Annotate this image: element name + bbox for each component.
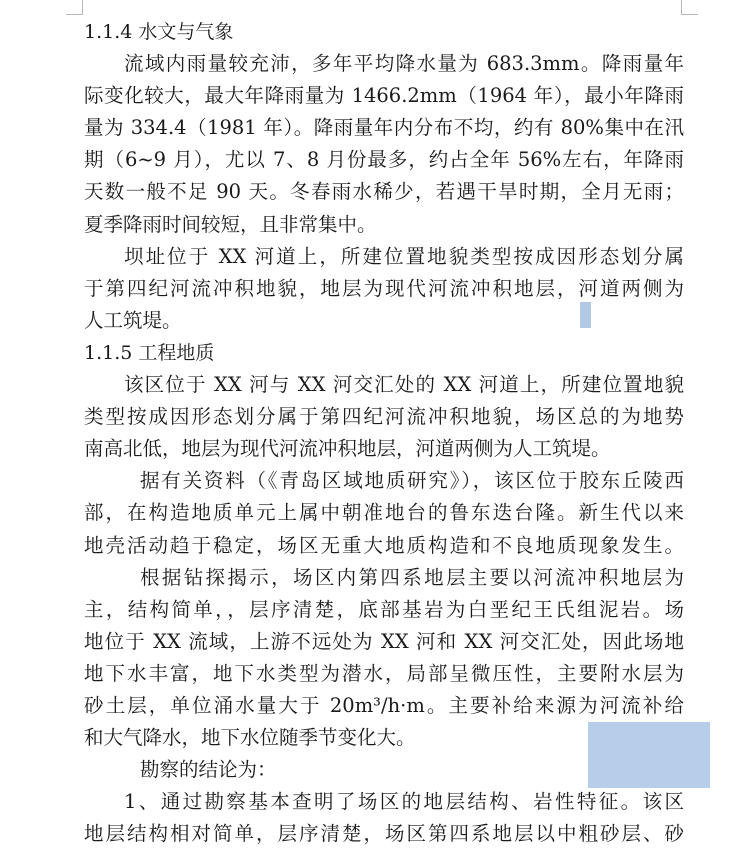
paragraph-line: 部，在构造地质单元上属中朝准地台的鲁东迭台隆。新生代以来	[84, 501, 684, 525]
paragraph-line: 根据钻探揭示，场区内第四系地层主要以河流冲积地层为	[140, 565, 684, 589]
paragraph-line: 际变化较大，最大年降雨量为 1466.2mm（1964 年），最小年降雨	[84, 84, 684, 108]
paragraph-line: 人工筑堤。	[84, 308, 182, 332]
paragraph-line: 地位于 XX 流域，上游不远处为 XX 河和 XX 河交汇处，因此场地	[84, 629, 684, 653]
paragraph-line: 夏季降雨时间较短，且非常集中。	[84, 212, 377, 236]
paragraph-line: 类型按成因形态划分属于第四纪河流冲积地貌，场区总的为地势	[84, 405, 684, 429]
paragraph-line: 和大气降水，地下水位随季节变化大。	[84, 726, 416, 750]
paragraph-line: 南高北低，地层为现代河流冲积地层，河道两侧为人工筑堤。	[84, 437, 611, 461]
paragraph-line: 于第四纪河流冲积地貌，地层为现代河流冲积地层，河道两侧为	[84, 276, 684, 300]
paragraph-line: 据有关资料（《青岛区域地质研究》），该区位于胶东丘陵西	[140, 469, 684, 493]
page-corner-mark-top-left	[66, 0, 83, 15]
section-heading-geology: 1.1.5 工程地质	[84, 341, 215, 364]
paragraph-line: 地下水丰富，地下水类型为潜水，局部呈微压性，主要附水层为	[84, 661, 684, 685]
paragraph-line: 砂土层，单位涌水量大于 20m³/h·m。主要补给来源为河流补给	[84, 693, 684, 717]
paragraph-line: 地壳活动趋于稳定，场区无重大地质构造和不良地质现象发生。	[84, 533, 684, 557]
paragraph-line: 该区位于 XX 河与 XX 河交汇处的 XX 河道上，所建位置地貌	[124, 373, 684, 397]
paragraph-line: 地层结构相对简单，层序清楚，场区第四系地层以中粗砂层、砂	[84, 822, 684, 846]
section-heading-hydrology: 1.1.4 水文与气象	[84, 21, 234, 43]
paragraph-line: 1、通过勘察基本查明了场区的地层结构、岩性特征。该区	[124, 790, 684, 814]
paragraph-line: 坝址位于 XX 河道上，所建位置地貌类型按成因形态划分属	[124, 244, 684, 268]
paragraph-line: 流域内雨量较充沛，多年平均降水量为 683.3mm。降雨量年	[124, 52, 684, 76]
page-corner-mark-top-right	[681, 0, 698, 15]
paragraph-line: 天数一般不足 90 天。冬春雨水稀少，若遇干旱时期，全月无雨；	[84, 180, 684, 204]
text-cursor-highlight	[580, 302, 591, 328]
paragraph-line: 期（6~9 月），尤以 7、8 月份最多，约占全年 56%左右，年降雨	[84, 148, 684, 172]
selection-highlight	[588, 722, 710, 788]
paragraph-line: 勘察的结论为：	[140, 758, 277, 782]
paragraph-line: 主，结构简单，，层序清楚，底部基岩为白垩纪王氏组泥岩。场	[84, 597, 684, 621]
paragraph-line: 量为 334.4（1981 年）。降雨量年内分布不均，约有 80%集中在汛	[84, 116, 684, 140]
